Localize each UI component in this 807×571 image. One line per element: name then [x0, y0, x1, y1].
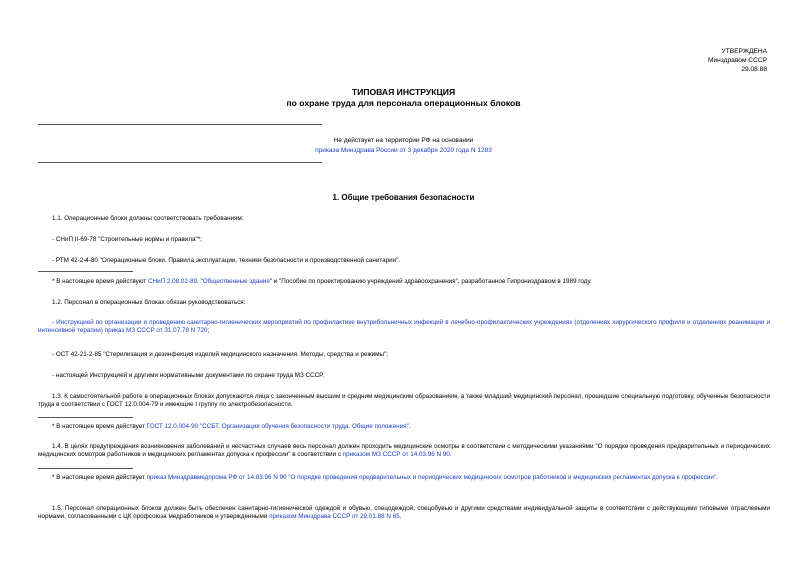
approval-stamp [708, 48, 767, 75]
list-item-end: ; [207, 327, 210, 335]
list-item-ost: - ОСТ 42-21-2-85 "Стерилизация и дезинфекция изделий медицинского назначения. Методы, средства и режимы"; [52, 351, 389, 358]
list-item-instruction [38, 319, 770, 335]
footnote-link-buildings[interactable]: Общественные здания [202, 278, 270, 285]
footnote-separator [38, 417, 133, 418]
notice-text: Не действует на территории РФ на основании [333, 137, 474, 144]
footnote-3 [38, 474, 770, 482]
paragraph-text: 1.5. Персонал операционных блоков должен быть обеспечен санитарно-гигиенической одеждой и обувью, спецодеждой, спецобувью и другими средствами индивидуальной защиты в соответствии с действующими типовыми отраслевыми нормами, согласованными с ЦК профсоюза медработников и утвержденными [38, 505, 770, 521]
footnote-separator [38, 271, 133, 272]
divider-bottom [38, 162, 322, 163]
list-item-regulations: - настоящей Инструкцией и другими нормативными документами по охране труда МЗ СССР. [52, 372, 324, 379]
paragraph-text: 1.4. В целях предупреждения возникновения заболеваний и несчастных случаев весь персонал должен проходить медицинские осмотры в соответствии с методическими указаниями "О порядке проведения предварительных и периодических медицинских осмотров работников и медицинских регламентах допуска к профессии" в соответствии с [38, 443, 770, 459]
document-title [0, 87, 807, 109]
paragraph-1-4 [38, 443, 770, 459]
status-notice [0, 136, 807, 156]
notice-link[interactable]: приказа Минздрава России от 3 декабря 2020 года N 1283 [315, 147, 492, 155]
footnote-text: . [408, 423, 411, 430]
list-item-snip: - СНиП II-69-78 "Строительные нормы и правила"*; [52, 236, 202, 243]
title-line-2: по охране труда для персонала операционных блоков [286, 98, 521, 109]
footnote-text: " и "Пособие по проектированию учреждений здравоохранения", разработанное Гипрониздравом в 1989 году. [269, 278, 592, 285]
order-link-65[interactable]: приказом Минздрава СССР от 29.01.88 N 65 [269, 513, 400, 521]
footnote-1 [38, 278, 770, 286]
footnote-link-gost[interactable]: ГОСТ 12.0.004-90 "ССБТ. Организация обучения безопасности труда. Общие положения" [146, 423, 409, 430]
order-link-90[interactable]: приказом МЗ СССР от 14.03.96 N 90 [342, 451, 450, 459]
approval-authority: Минздравом СССР [707, 56, 767, 64]
paragraph-text: . [399, 513, 402, 521]
footnote-text: * В настоящее время действует [52, 474, 147, 481]
footnote-link-snip[interactable]: СНиП 2.08.02-89 [148, 278, 198, 285]
list-item-rtm: - РТМ 42-2-4-80 "Операционные блоки. Правила эксплуатации, техники безопасности и производственной санитарии". [52, 257, 401, 264]
title-line-1: ТИПОВАЯ ИНСТРУКЦИЯ [351, 87, 456, 97]
divider-top [38, 124, 322, 125]
footnote-text: . " [197, 278, 203, 285]
footnote-text: * В настоящее время действует [52, 423, 147, 430]
paragraph-1-1: 1.1. Операционные блоки должны соответствовать требованиям: [52, 215, 244, 222]
approval-line: УТВЕРЖДЕНА [721, 48, 767, 55]
footnote-link-order[interactable]: приказ Минздравмедпрома РФ от 14.03.96 N 90 "О порядке проведения предварительных и периодических медицинских осмотров работников и медицинских регламентах допуска к профессии" [146, 474, 717, 481]
footnote-separator [38, 468, 133, 469]
paragraph-text: . [449, 451, 452, 459]
paragraph-1-5 [38, 505, 770, 521]
instruction-link[interactable]: - Инструкцией по организации и проведению санитарно-гигиенических мероприятий по профилактике внутрибольничных инфекций в лечебно-профилактических учреждениях (отделениях хирургического профиля и отделениях реанимации и интенсивной терапии) приказ МЗ СССР от 31.07.78 N 720 [38, 319, 770, 335]
paragraph-1-3: 1.3. К самостоятельной работе в операционных блоках допускаются лица с законченным высшим и средним медицинским образованием, а также младший медицинский персонал, прошедшие специальную подготовку, обученные безопасности труда в соответствии с ГОСТ 12.0.004-79 и имеющие I группу по электробезопасности. [38, 393, 770, 409]
approval-date: 29.08.88 [741, 65, 767, 73]
footnote-text: * В настоящее время действуют [52, 278, 149, 285]
paragraph-1-2: 1.2. Персонал в операционных блоках обязан руководствоваться: [52, 299, 246, 306]
footnote-text: . [716, 474, 718, 481]
footnote-2 [38, 423, 770, 431]
section-heading: 1. Общие требования безопасности [332, 193, 475, 202]
